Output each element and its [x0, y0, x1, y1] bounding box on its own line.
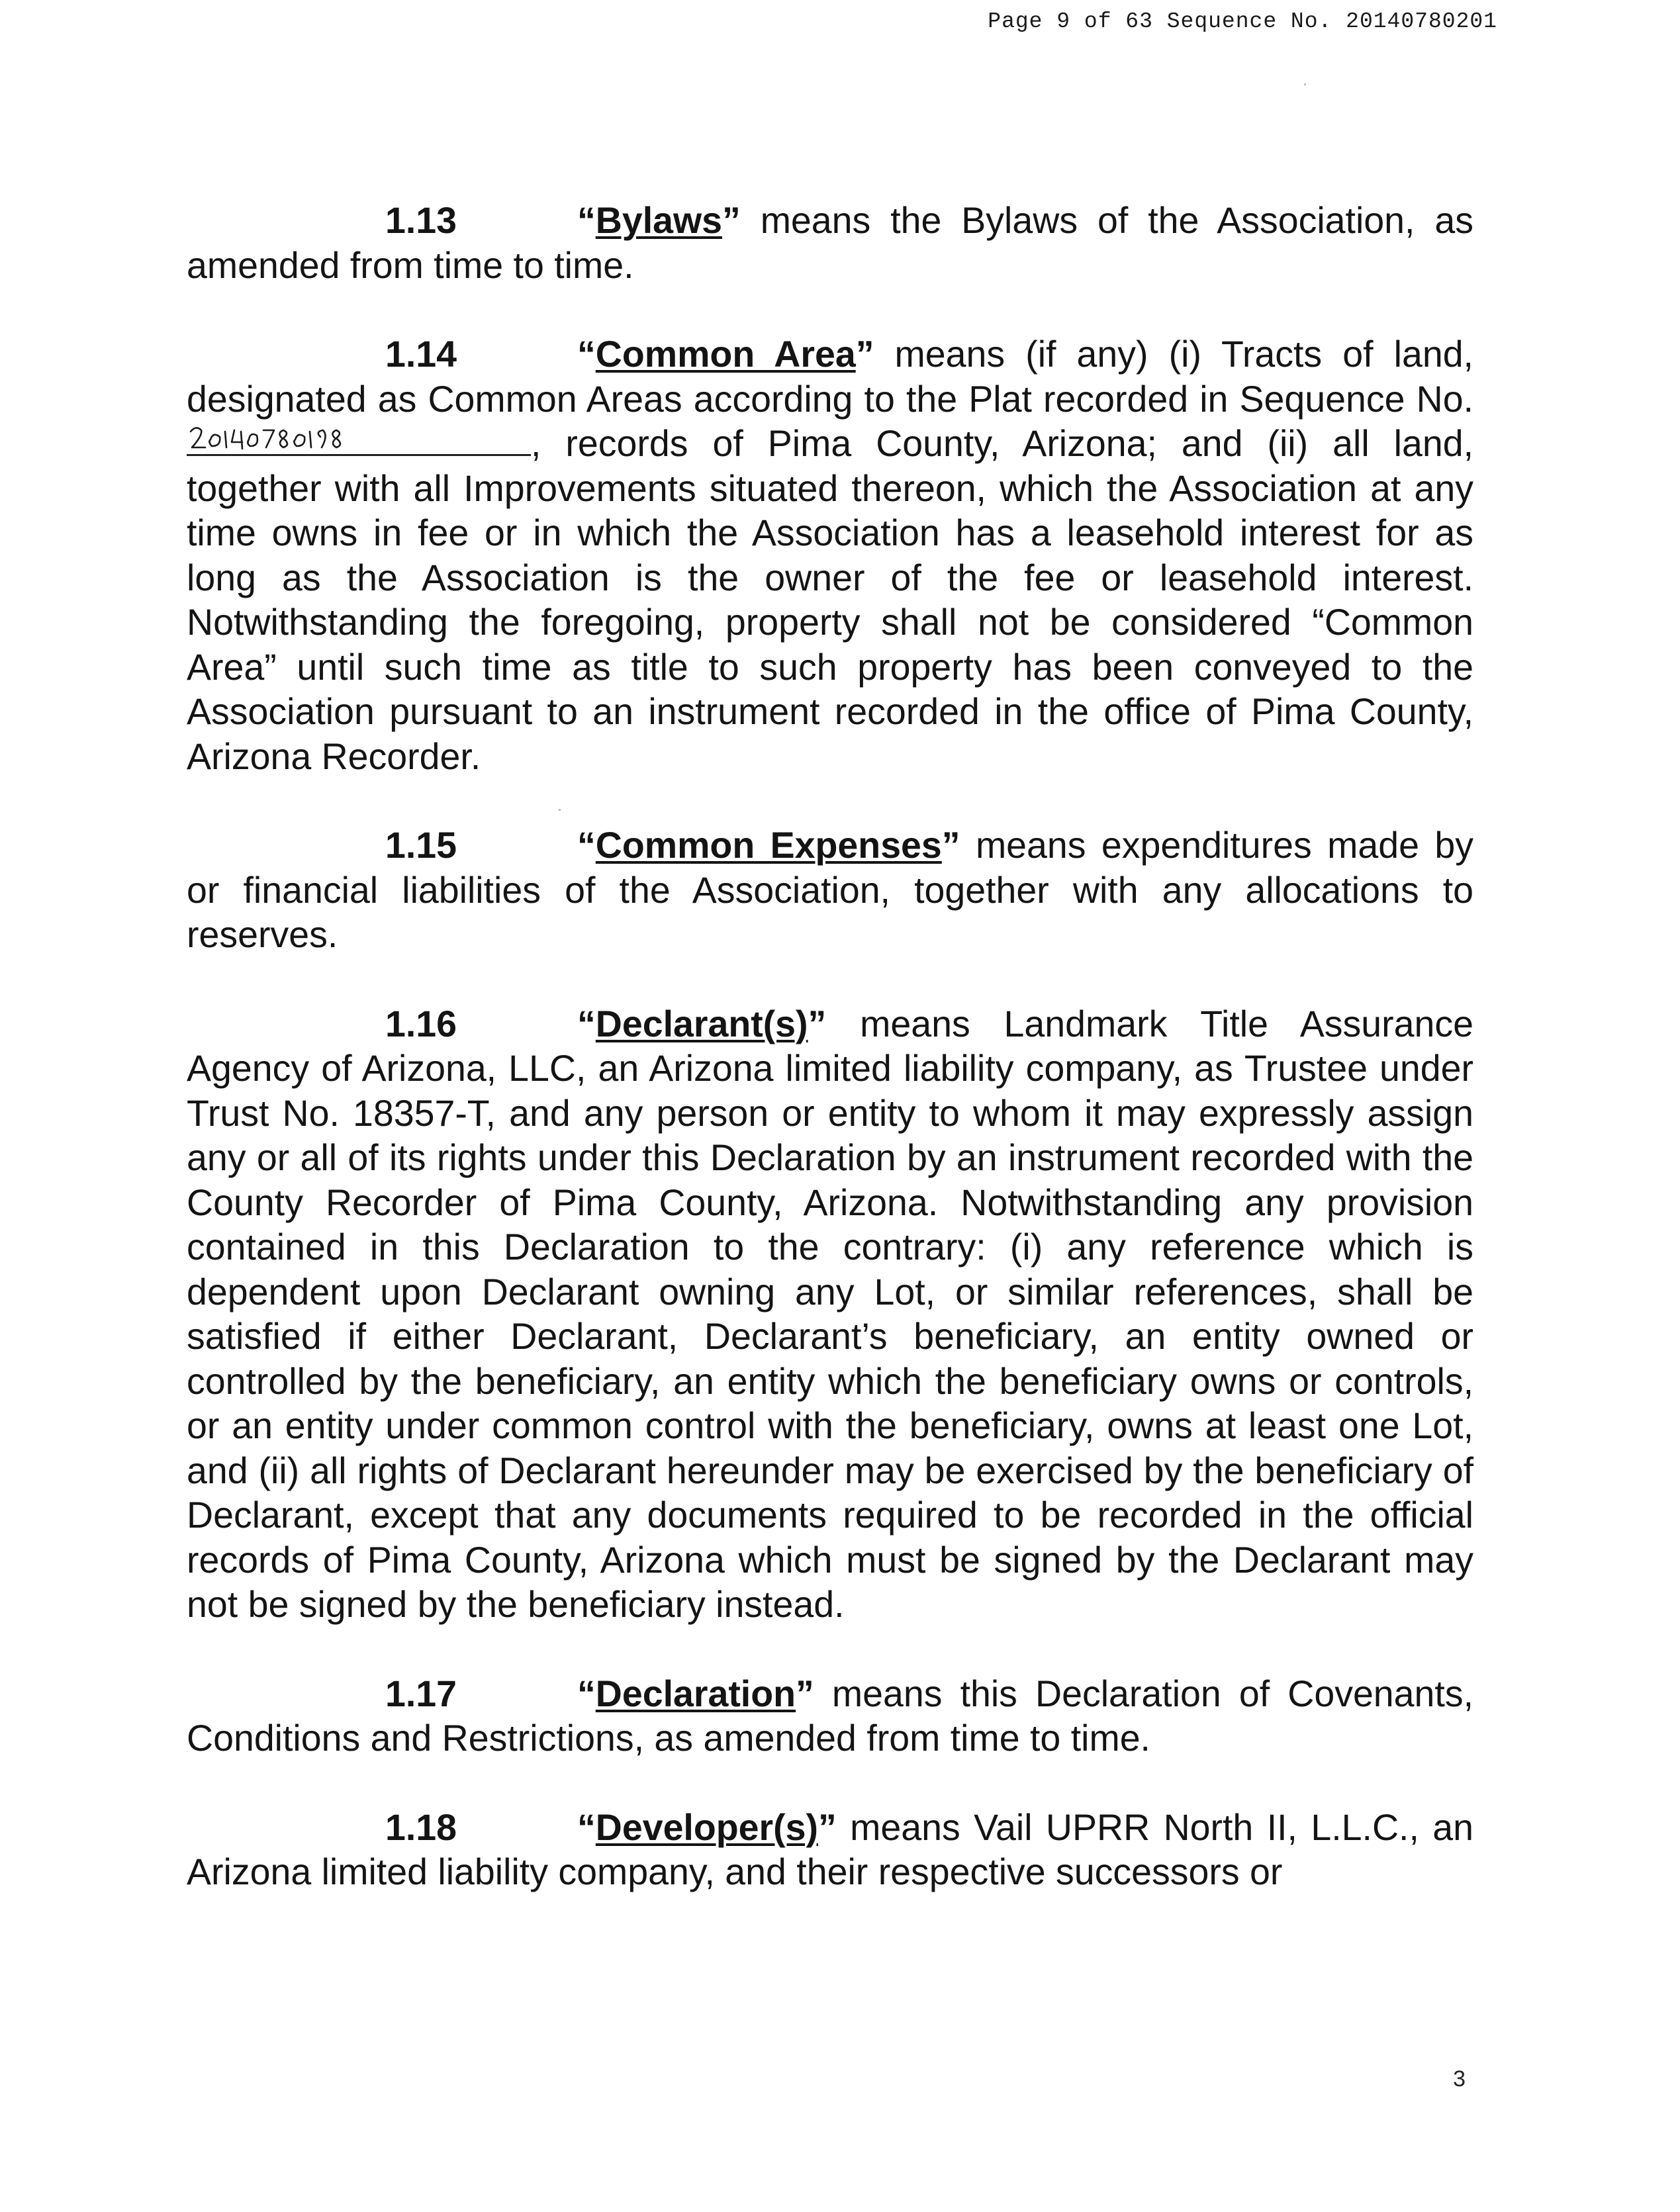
defined-term: Declarant(s)	[595, 1003, 808, 1044]
section-1-13	[187, 199, 1473, 288]
open-quote: “	[577, 334, 596, 375]
close-quote: ”	[722, 200, 741, 241]
open-quote: “	[577, 1806, 596, 1848]
section-number: 1.13	[385, 200, 457, 241]
handwritten-sequence-number	[187, 422, 531, 456]
section-text-after: , records of Pima County, Arizona; and (ii) all land, together with all Improvements situated thereon, which the Association at any time owns in fee or in which the Association has a leasehold interest for as long as the Association is the owner of the fee or leasehold interest. Notwithstanding the foregoing, property shall not be considered “Common Area” until such time as title to such property has been conveyed to the Association pursuant to an instrument recorded in the office of Pima County, Arizona Recorder.	[187, 423, 1473, 777]
section-number: 1.17	[385, 1673, 457, 1714]
section-1-16	[187, 1002, 1473, 1628]
open-quote: “	[577, 200, 596, 241]
section-text: means Landmark Title Assurance Agency of Arizona, LLC, an Arizona limited liability company, as Trustee under Trust No. 18357-T, and any person or entity to whom it may expressly assign any or all of its rights under this Declaration by an instrument recorded with the County Recorder of Pima County, Arizona. Notwithstanding any provision contained in this Declaration to the contrary: (i) any reference which is dependent upon Declarant owning any Lot, or similar references, shall be satisfied if either Declarant, Declarant’s beneficiary, an entity owned or controlled by the beneficiary, an entity which the beneficiary owns or controls, or an entity under common control with the beneficiary, owns at least one Lot, and (ii) all rights of Declarant hereunder may be exercised by the beneficiary of Declarant, except that any documents required to be recorded in the official records of Pima County, Arizona which must be signed by the Declarant may not be signed by the beneficiary instead.	[187, 1003, 1473, 1625]
section-number: 1.18	[385, 1806, 457, 1848]
section-1-17	[187, 1672, 1473, 1761]
close-quote: ”	[796, 1673, 814, 1714]
open-quote: “	[577, 825, 596, 866]
scan-speck	[1304, 83, 1306, 85]
page-header-sequence: Page 9 of 63 Sequence No. 20140780201	[988, 9, 1497, 34]
defined-term: Developer(s)	[595, 1806, 818, 1848]
handwriting-scrawl	[187, 422, 346, 454]
defined-term: Common Area	[595, 334, 856, 375]
close-quote: ”	[855, 334, 874, 375]
section-text: means expenditures made by or financial liabilities of the Association, together with any allocations to reserves.	[187, 825, 1473, 955]
section-number: 1.16	[385, 1003, 457, 1044]
section-text: means Vail UPRR North II, L.L.C., an Arizona limited liability company, and their respective successors or	[187, 1806, 1473, 1892]
section-1-14	[187, 332, 1473, 779]
section-number: 1.15	[385, 825, 457, 866]
close-quote: ”	[941, 825, 960, 866]
open-quote: “	[577, 1003, 596, 1044]
close-quote: ”	[808, 1003, 827, 1044]
page-number: 3	[1453, 2066, 1466, 2092]
open-quote: “	[577, 1673, 596, 1714]
defined-term: Bylaws	[595, 200, 723, 241]
section-text: means this Declaration of Covenants, Conditions and Restrictions, as amended from time to time.	[187, 1673, 1473, 1759]
document-body	[187, 199, 1473, 1895]
section-1-15	[187, 823, 1473, 958]
section-text-before: means (if any) (i) Tracts of land, designated as Common Areas according to the Plat recorded in Sequence No.	[187, 334, 1473, 420]
defined-term: Common Expenses	[595, 825, 942, 866]
section-text: means the Bylaws of the Association, as amended from time to time.	[187, 200, 1473, 286]
section-number: 1.14	[385, 334, 457, 375]
defined-term: Declaration	[595, 1673, 796, 1714]
close-quote: ”	[817, 1806, 837, 1848]
section-1-18	[187, 1806, 1473, 1895]
